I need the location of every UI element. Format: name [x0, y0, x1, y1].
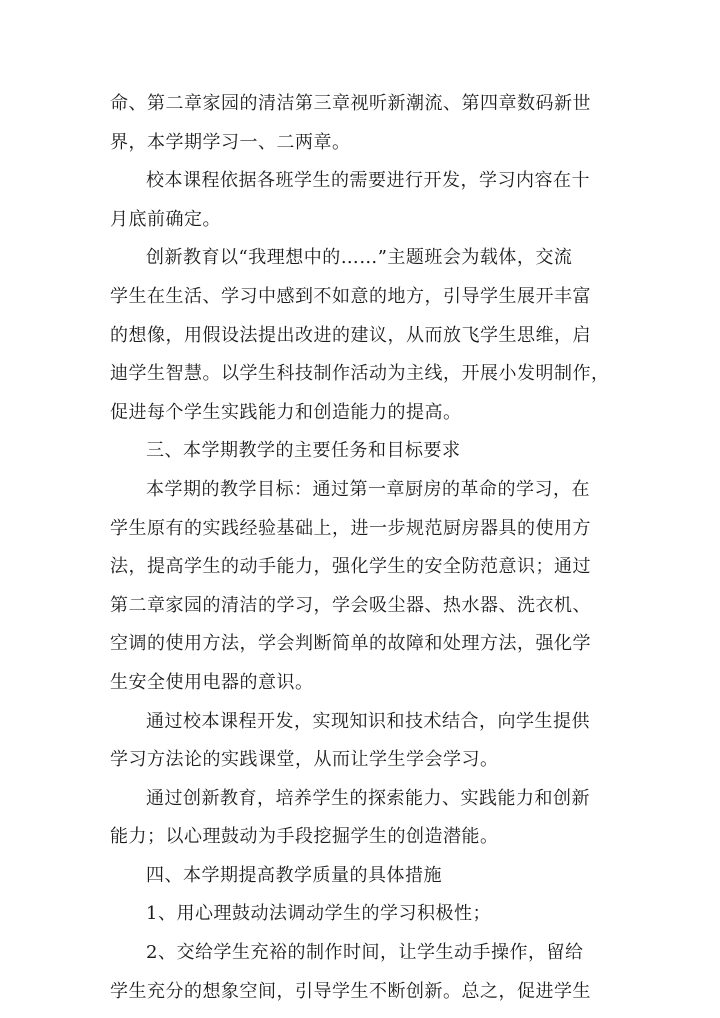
- text-line: 界，本学期学习一、二两章。: [110, 131, 351, 153]
- text-line: 通过创新教育，培养学生的探索能力、实践能力和创新: [146, 787, 590, 809]
- text-line: 学生原有的实践经验基础上，进一步规范厨房器具的使用方: [110, 517, 591, 539]
- text-line: 学生充分的想象空间，引导学生不断创新。总之，促进学生: [110, 980, 591, 1002]
- text-line: 月底前确定。: [110, 208, 221, 230]
- text-line: 法，提高学生的动手能力，强化学生的安全防范意识；通过: [110, 556, 591, 578]
- text-line: 能力；以心理鼓动为手段挖掘学生的创造潜能。: [110, 826, 499, 848]
- list-item: 1、用心理鼓动法调动学生的学习积极性；: [146, 903, 491, 925]
- text-line: 生安全使用电器的意识。: [110, 671, 314, 693]
- text-line: 通过校本课程开发，实现知识和技术结合，向学生提供: [146, 710, 590, 732]
- text-line: 促进每个学生实践能力和创造能力的提高。: [110, 401, 462, 423]
- text-line: 第二章家园的清洁的学习，学会吸尘器、热水器、洗衣机、: [110, 594, 591, 616]
- document-page: [110, 92, 610, 1018]
- text-line: 学习方法论的实践课堂，从而让学生学会学习。: [110, 749, 499, 771]
- text-line: 本学期的教学目标：通过第一章厨房的革命的学习，在: [146, 478, 590, 500]
- text-line: 校本课程依据各班学生的需要进行开发，学习内容在十: [146, 170, 590, 192]
- list-item: 2、交给学生充裕的制作时间，让学生动手操作，留给: [146, 942, 584, 964]
- text-line: 学生在生活、学习中感到不如意的地方，引导学生展开丰富: [110, 285, 591, 307]
- text-line: 空调的使用方法，学会判断简单的故障和处理方法，强化学: [110, 633, 591, 655]
- text-line: 迪学生智慧。以学生科技制作活动为主线，开展小发明制作，: [110, 363, 610, 385]
- text-line: 的想像，用假设法提出改进的建议，从而放飞学生思维，启: [110, 324, 591, 346]
- section-heading: 四、本学期提高教学质量的具体措施: [146, 864, 442, 886]
- section-heading: 三、本学期教学的主要任务和目标要求: [146, 440, 461, 462]
- text-line: 创新教育以“我理想中的……”主题班会为载体，交流: [146, 247, 573, 269]
- text-line: 命、第二章家园的清洁第三章视听新潮流、第四章数码新世: [110, 93, 591, 114]
